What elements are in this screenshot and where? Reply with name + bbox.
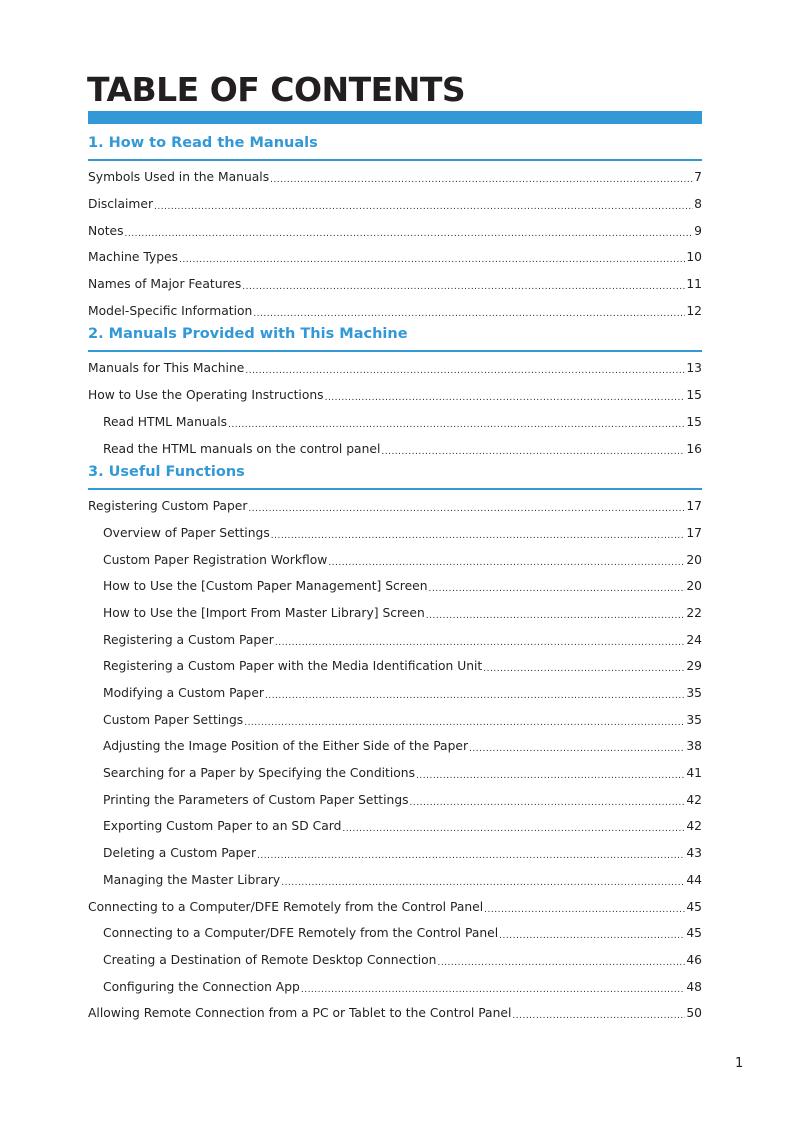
toc-entry-page: 42: [686, 819, 702, 834]
dot-leader: [242, 278, 685, 292]
toc-entry-label: Symbols Used in the Manuals: [88, 170, 270, 185]
dot-leader: [512, 1007, 685, 1021]
toc-entry-page: 44: [686, 872, 702, 887]
toc-entry-page: 38: [686, 739, 702, 754]
toc-entry[interactable]: [88, 680, 702, 707]
toc-entry-label: Names of Major Features: [88, 277, 242, 292]
toc-entry-label: Manuals for This Machine: [88, 361, 245, 376]
toc-entry-label: Searching for a Paper by Specifying the Conditions: [103, 766, 416, 781]
toc-entry[interactable]: [88, 867, 702, 894]
toc-entry-page: 12: [686, 303, 702, 318]
toc-entry-label: How to Use the Operating Instructions: [88, 388, 324, 403]
dot-leader: [244, 714, 685, 728]
toc-entry[interactable]: [88, 164, 702, 191]
toc-entry-page: 35: [686, 686, 702, 701]
toc-entry-page: 16: [686, 441, 702, 456]
toc-entry-page: 43: [686, 846, 702, 861]
toc-entry[interactable]: [88, 271, 702, 298]
dot-leader: [245, 362, 685, 376]
toc-entry[interactable]: [88, 893, 702, 920]
toc-entry-label: Registering a Custom Paper: [103, 632, 274, 647]
toc-entry[interactable]: [88, 297, 702, 324]
dot-leader: [179, 251, 685, 265]
toc-entry-label: Registering Custom Paper: [88, 499, 248, 514]
dot-leader: [437, 954, 685, 968]
toc-entry[interactable]: [88, 355, 702, 382]
toc-entry-label: Allowing Remote Connection from a PC or Tablet to the Control Panel: [88, 1006, 512, 1021]
toc-entry[interactable]: [88, 573, 702, 600]
toc-entry[interactable]: [88, 435, 702, 462]
dot-leader: [265, 687, 685, 701]
dot-leader: [426, 607, 686, 621]
toc-entry-page: 17: [686, 525, 702, 540]
toc-entry-page: 15: [686, 414, 702, 429]
toc-entry-page: 20: [686, 552, 702, 567]
dot-leader: [253, 305, 685, 319]
toc-entry[interactable]: [88, 626, 702, 653]
toc-entry[interactable]: [88, 409, 702, 436]
toc-entry-label: Read the HTML manuals on the control panel: [103, 441, 381, 456]
toc-entry-page: 7: [694, 170, 702, 185]
toc-entry-label: Disclaimer: [88, 197, 154, 212]
toc-entry-label: Printing the Parameters of Custom Paper Settings: [103, 792, 409, 807]
toc-entry[interactable]: [88, 217, 702, 244]
dot-leader: [342, 820, 685, 834]
dot-leader: [125, 225, 694, 239]
toc-entry-label: Overview of Paper Settings: [103, 525, 270, 540]
toc-entry[interactable]: [88, 546, 702, 573]
dot-leader: [484, 901, 685, 915]
dot-leader: [499, 927, 685, 941]
toc-entry-label: Configuring the Connection App: [103, 979, 300, 994]
toc-entry-label: How to Use the [Custom Paper Management] Screen: [103, 579, 428, 594]
toc-entry-page: 46: [686, 952, 702, 967]
toc-entry-page: 10: [686, 250, 702, 265]
toc-entry-label: Deleting a Custom Paper: [103, 846, 257, 861]
toc-entry-page: 17: [686, 499, 702, 514]
toc-entry-page: 13: [686, 361, 702, 376]
toc-entry[interactable]: [88, 706, 702, 733]
toc-entry-label: Custom Paper Settings: [103, 712, 244, 727]
toc-entry-page: 15: [686, 388, 702, 403]
toc-entry[interactable]: [88, 760, 702, 787]
title-accent-bar: [88, 111, 702, 124]
toc-entry-page: 22: [686, 605, 702, 620]
toc-entry-page: 8: [694, 197, 702, 212]
toc-entry-label: Registering a Custom Paper with the Media Identification Unit: [103, 659, 483, 674]
toc-entry[interactable]: [88, 653, 702, 680]
toc-entry[interactable]: [88, 520, 702, 547]
toc-entry[interactable]: [88, 382, 702, 409]
toc-entry-label: How to Use the [Import From Master Library] Screen: [103, 605, 425, 620]
toc-entry[interactable]: [88, 733, 702, 760]
toc-entry[interactable]: [88, 493, 702, 520]
toc-entry-label: Model-Specific Information: [88, 303, 253, 318]
section-heading[interactable]: 1. How to Read the Manuals: [88, 133, 702, 161]
toc-entry-label: Exporting Custom Paper to an SD Card: [103, 819, 342, 834]
dot-leader: [381, 443, 685, 457]
dot-leader: [429, 580, 686, 594]
toc-entry-label: Adjusting the Image Position of the Either Side of the Paper: [103, 739, 469, 754]
toc-entry-page: 48: [686, 979, 702, 994]
dot-leader: [154, 198, 693, 212]
toc-entry-page: 24: [686, 632, 702, 647]
toc-entry-label: Machine Types: [88, 250, 179, 265]
toc-entry-label: Connecting to a Computer/DFE Remotely from the Control Panel: [88, 899, 484, 914]
toc-entry[interactable]: [88, 1000, 702, 1027]
dot-leader: [328, 554, 685, 568]
toc-entry[interactable]: [88, 973, 702, 1000]
section-heading[interactable]: 3. Useful Functions: [88, 462, 702, 490]
dot-leader: [301, 981, 686, 995]
section-heading[interactable]: 2. Manuals Provided with This Machine: [88, 324, 702, 352]
toc-entry[interactable]: [88, 600, 702, 627]
dot-leader: [281, 874, 685, 888]
toc-entry-label: Read HTML Manuals: [103, 414, 228, 429]
page-number: 1: [735, 1056, 744, 1071]
dot-leader: [410, 794, 686, 808]
toc-entry[interactable]: [88, 813, 702, 840]
toc-entry[interactable]: [88, 191, 702, 218]
dot-leader: [270, 171, 693, 185]
dot-leader: [248, 500, 685, 514]
toc-entry[interactable]: [88, 786, 702, 813]
toc-entry-page: 29: [686, 659, 702, 674]
dot-leader: [275, 634, 686, 648]
toc-entry-page: 35: [686, 712, 702, 727]
toc-entry[interactable]: [88, 920, 702, 947]
dot-leader: [469, 740, 685, 754]
toc-entry-page: 42: [686, 792, 702, 807]
toc-entry-page: 45: [686, 926, 702, 941]
toc-entry-label: Custom Paper Registration Workflow: [103, 552, 328, 567]
toc-entry-page: 20: [686, 579, 702, 594]
toc-entry[interactable]: [88, 947, 702, 974]
toc-entry-page: 9: [694, 223, 702, 238]
dot-leader: [228, 416, 685, 430]
toc-entry-page: 45: [686, 899, 702, 914]
dot-leader: [416, 767, 685, 781]
toc-entry-label: Notes: [88, 223, 124, 238]
toc-entry-page: 11: [686, 277, 702, 292]
toc-entry[interactable]: [88, 244, 702, 271]
page-title: TABLE OF CONTENTS: [87, 70, 466, 109]
toc-entry-page: 50: [686, 1006, 702, 1021]
toc-entry-label: Managing the Master Library: [103, 872, 281, 887]
toc-entry-label: Creating a Destination of Remote Desktop Connection: [103, 952, 437, 967]
toc-entry-label: Modifying a Custom Paper: [103, 686, 264, 701]
dot-leader: [483, 660, 685, 674]
dot-leader: [257, 847, 685, 861]
table-of-contents: [88, 133, 702, 1027]
toc-entry-label: Connecting to a Computer/DFE Remotely from the Control Panel: [103, 926, 499, 941]
toc-entry[interactable]: [88, 840, 702, 867]
dot-leader: [271, 527, 686, 541]
dot-leader: [325, 389, 686, 403]
toc-entry-page: 41: [686, 766, 702, 781]
